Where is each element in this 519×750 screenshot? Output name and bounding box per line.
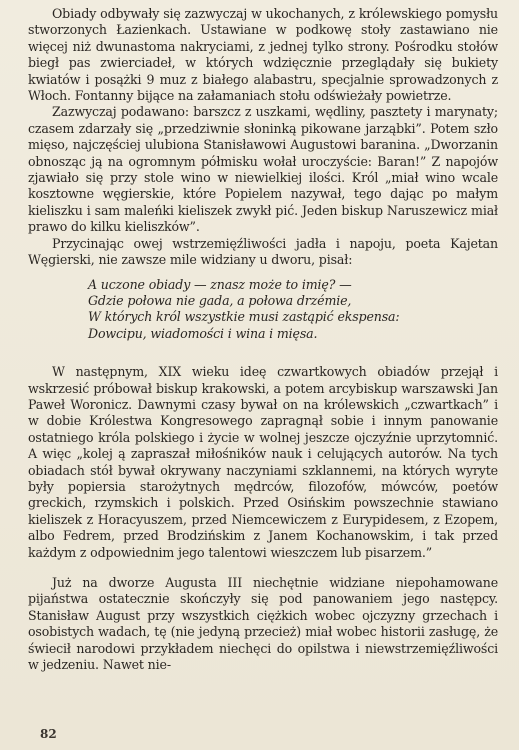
page-text: [28, 6, 498, 673]
paragraph: Zazwyczaj podawano: barszcz z uszkami, wędliny, pasztety i marynaty; czasem zdarzały się „przedziwnie słoninką pikowane jarząbki”. Potem szło mięso, najczęściej ulubiona Stanisławowi Augustowi baranina. „Dworzanin obnosząc ją na ogromnym półmisku wołał uroczyście: Baran!” Z napojów zjawiało się przy stole wino w niewielkiej ilości. Król „miał wino wcale kosztowne węgierskie, które Popielem nazywał, tego dając po małym kieliszku i sam maleńki kieliszek zwykł pić. Jeden biskup Naruszewicz miał prawo do kilku kieliszków”.: [28, 104, 498, 235]
poem-line: W których król wszystkie musi zastąpić ekspensa:: [88, 309, 400, 325]
paragraph: Obiady odbywały się zazwyczaj w ukochanych, z królewskiego pomysłu stworzonych Łazienkach. Ustawiane w podkowę stoły zastawiano nie więcej niż dwunastoma nakryciami, z jednej tylko strony. Pośrodku stołów biegł pas zwierciadeł, w których wdzięcznie przeglądały się bukiety kwiatów i posążki 9 muz z białego alabastru, specjalnie sprowadzonych z Włoch. Fontanny bijące na załamaniach stołu odświeżały powietrze.: [28, 6, 498, 104]
paragraph: Już na dworze Augusta III niechętnie widziane niepohamowane pijaństwa ostatecznie skończyły się pod panowaniem jego następcy. Stanisław August przy wszystkich ciężkich wobec ojczyzny grzechach i osobistych wadach, tę (nie jedyną przecież) miał wobec historii zasługę, że świecił narodowi przykładem niechęci do opilstwa i niewstrzemięźliwości w jedzeniu. Nawet nie-: [28, 575, 498, 673]
poem-line: Gdzie połowa nie gada, a połowa drzémie,: [88, 292, 352, 308]
paragraph: Przycinając owej wstrzemięźliwości jadła i napoju, poeta Kajetan Węgierski, nie zawsze mile widziany u dworu, pisał:: [28, 235, 498, 268]
page-number: 82: [40, 727, 57, 741]
poem-line: A uczone obiady — znasz może to imię? —: [88, 276, 352, 292]
poem-quote: [88, 277, 498, 343]
poem-line: Dowcipu, wiadomości i wina i mięsa.: [88, 325, 318, 341]
paragraph: W następnym, XIX wieku ideę czwartkowych obiadów przejął i wskrzesić próbował biskup krakowski, a potem arcybiskup warszawski Jan Paweł Woronicz. Dawnymi czasy bywał on na królewskich „czwartkach” i w dobie Królestwa Kongresowego zapragnął sobie i innym panowanie ostatniego króla polskiego i życie w wolnej jeszcze ojczyźnie uprzytomnić. A więc „kolej ą zapraszał miłośników nauk i celujących autorów. Na tych obiadach stół bywał okrywany naczyniami szklannemi, na których wyryte były popiersia starożytnych mędrców, filozofów, mówców, poetów greckich, rzymskich i polskich. Przed Osińskim powszechnie stawiano kieliszek z Horacyuszem, przed Niemcewiczem z Eurypidesem, z Ezopem, albo Fedrem, przed Brodzińskim z Janem Kochanowskim, i tak przed każdym z odpowiednim jego talentowi wieszczem lub pisarzem.”: [28, 364, 498, 560]
